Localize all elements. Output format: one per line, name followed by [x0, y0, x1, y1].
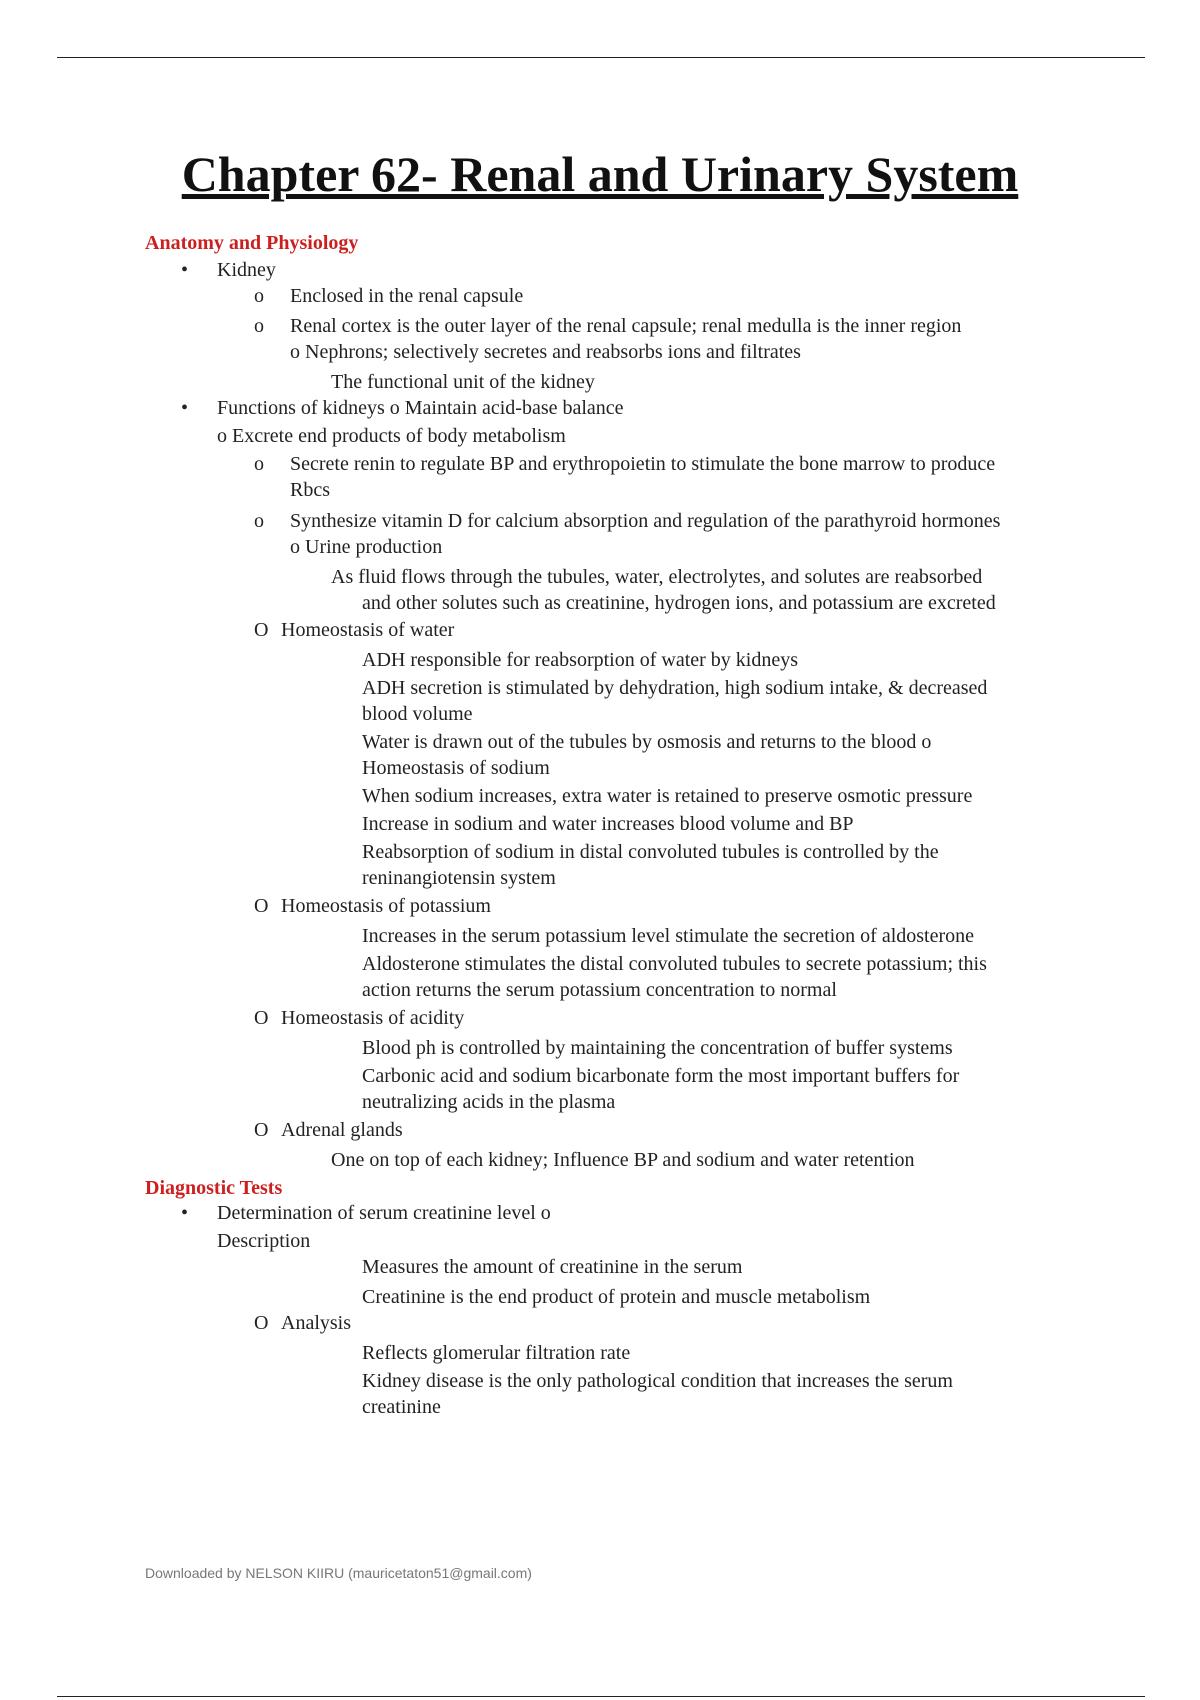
list-item: As fluid flows through the tubules, water, electrolytes, and solutes are reabsorbed — [331, 566, 983, 588]
sub-marker: O — [254, 895, 269, 917]
sub-marker: o — [254, 315, 264, 337]
list-item: Functions of kidneys o Maintain acid-base balance — [217, 397, 624, 419]
section-heading-diagnostic: Diagnostic Tests — [145, 1177, 283, 1199]
section-heading-anatomy: Anatomy and Physiology — [145, 232, 359, 254]
list-item: Analysis — [281, 1312, 351, 1334]
sub-marker: o — [254, 285, 264, 307]
sub-marker: O — [254, 1312, 269, 1334]
list-item: ADH responsible for reabsorption of water by kidneys — [362, 649, 799, 671]
list-item: Blood ph is controlled by maintaining the concentration of buffer systems — [362, 1037, 953, 1059]
sub-marker: o — [254, 510, 264, 532]
list-item: Measures the amount of creatinine in the serum — [362, 1256, 743, 1278]
list-item: neutralizing acids in the plasma — [362, 1091, 616, 1113]
list-item: Enclosed in the renal capsule — [290, 285, 524, 307]
list-item: One on top of each kidney; Influence BP and sodium and water retention — [331, 1149, 915, 1171]
list-item: and other solutes such as creatinine, hydrogen ions, and potassium are excreted — [362, 592, 996, 614]
page-title: Chapter 62- Renal and Urinary System — [181, 146, 1019, 202]
sub-marker: O — [254, 1119, 269, 1141]
list-item: Water is drawn out of the tubules by osmosis and returns to the blood o — [362, 731, 932, 753]
list-item: Adrenal glands — [281, 1119, 403, 1141]
list-item: Increase in sodium and water increases blood volume and BP — [362, 813, 854, 835]
bullet-marker: • — [181, 1202, 189, 1224]
list-item: The functional unit of the kidney — [331, 371, 595, 393]
bullet-marker: • — [181, 397, 189, 419]
list-item: Homeostasis of potassium — [281, 895, 491, 917]
sub-marker: O — [254, 1007, 269, 1029]
list-item: Reabsorption of sodium in distal convoluted tubules is controlled by the — [362, 841, 939, 863]
list-item: creatinine — [362, 1396, 441, 1418]
list-item: Homeostasis of sodium — [362, 757, 550, 779]
list-item: o Nephrons; selectively secretes and reabsorbs ions and filtrates — [290, 341, 801, 363]
list-item: action returns the serum potassium concentration to normal — [362, 979, 837, 1001]
sub-marker: O — [254, 619, 269, 641]
list-item: ADH secretion is stimulated by dehydration, high sodium intake, & decreased — [362, 677, 988, 699]
list-item: Homeostasis of water — [281, 619, 455, 641]
list-item: Carbonic acid and sodium bicarbonate form the most important buffers for — [362, 1065, 960, 1087]
list-item: blood volume — [362, 703, 473, 725]
list-item: o Urine production — [290, 536, 443, 558]
list-item: Determination of serum creatinine level o — [217, 1202, 551, 1224]
list-item: When sodium increases, extra water is retained to preserve osmotic pressure — [362, 785, 973, 807]
bottom-rule — [57, 1696, 1145, 1697]
list-item: Synthesize vitamin D for calcium absorption and regulation of the parathyroid hormones — [290, 510, 1001, 532]
sub-marker: o — [254, 453, 264, 475]
top-rule — [57, 57, 1145, 58]
list-item: Secrete renin to regulate BP and erythropoietin to stimulate the bone marrow to produce — [290, 453, 996, 475]
list-item: Increases in the serum potassium level stimulate the secretion of aldosterone — [362, 925, 975, 947]
list-item: Kidney — [217, 259, 276, 281]
list-item: Rbcs — [290, 479, 330, 501]
list-item: Reflects glomerular filtration rate — [362, 1342, 631, 1364]
list-item: Kidney disease is the only pathological condition that increases the serum — [362, 1370, 953, 1392]
list-item: Description — [217, 1230, 311, 1252]
list-item: Homeostasis of acidity — [281, 1007, 465, 1029]
list-item: reninangiotensin system — [362, 867, 556, 889]
list-item: Creatinine is the end product of protein and muscle metabolism — [362, 1286, 871, 1308]
download-footer: Downloaded by NELSON KIIRU (mauricetaton51@gmail.com) — [145, 1565, 532, 1581]
list-item: Renal cortex is the outer layer of the renal capsule; renal medulla is the inner region — [290, 315, 962, 337]
bullet-marker: • — [181, 259, 189, 281]
list-item: Aldosterone stimulates the distal convoluted tubules to secrete potassium; this — [362, 953, 987, 975]
list-item: o Excrete end products of body metabolism — [217, 425, 566, 447]
